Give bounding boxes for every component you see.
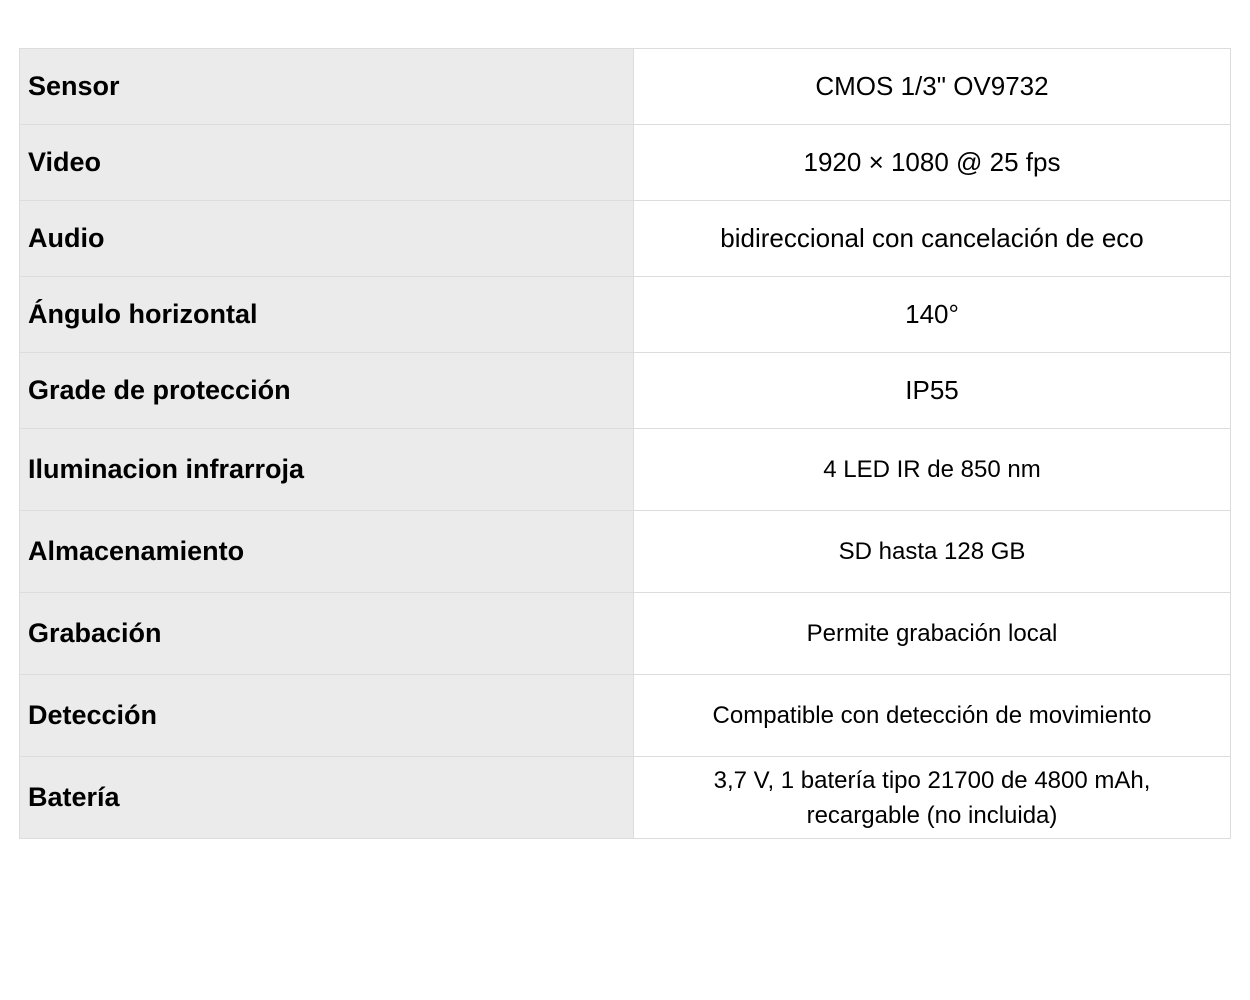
- spec-value-line: 3,7 V, 1 batería tipo 21700 de 4800 mAh,: [713, 766, 1151, 794]
- spec-row-angle: [20, 277, 1231, 353]
- spec-value: Permite grabación local: [634, 593, 1231, 675]
- spec-label: Grade de protección: [20, 353, 634, 429]
- spec-row-storage: [20, 511, 1231, 593]
- spec-value: bidireccional con cancelación de eco: [634, 201, 1231, 277]
- spec-table: [19, 48, 1231, 839]
- spec-value: 4 LED IR de 850 nm: [634, 429, 1231, 511]
- spec-value: CMOS 1/3" OV9732: [634, 49, 1231, 125]
- spec-value: IP55: [634, 353, 1231, 429]
- spec-value-line: recargable (no incluida): [806, 801, 1058, 829]
- spec-row-video: [20, 125, 1231, 201]
- spec-row-battery: [20, 757, 1231, 839]
- spec-row-sensor: [20, 49, 1231, 125]
- spec-label: Batería: [20, 757, 634, 839]
- spec-value: Compatible con detección de movimiento: [634, 675, 1231, 757]
- spec-row-infrared: [20, 429, 1231, 511]
- spec-label: Almacenamiento: [20, 511, 634, 593]
- spec-value: 1920 × 1080 @ 25 fps: [634, 125, 1231, 201]
- spec-label: Video: [20, 125, 634, 201]
- spec-value: [634, 757, 1231, 839]
- spec-label: Audio: [20, 201, 634, 277]
- spec-row-recording: [20, 593, 1231, 675]
- spec-label: Sensor: [20, 49, 634, 125]
- spec-row-protection: [20, 353, 1231, 429]
- spec-value: 140°: [634, 277, 1231, 353]
- spec-label: Grabación: [20, 593, 634, 675]
- spec-label: Detección: [20, 675, 634, 757]
- spec-row-detection: [20, 675, 1231, 757]
- spec-value: SD hasta 128 GB: [634, 511, 1231, 593]
- spec-row-audio: [20, 201, 1231, 277]
- spec-label: Iluminacion infrarroja: [20, 429, 634, 511]
- spec-label: Ángulo horizontal: [20, 277, 634, 353]
